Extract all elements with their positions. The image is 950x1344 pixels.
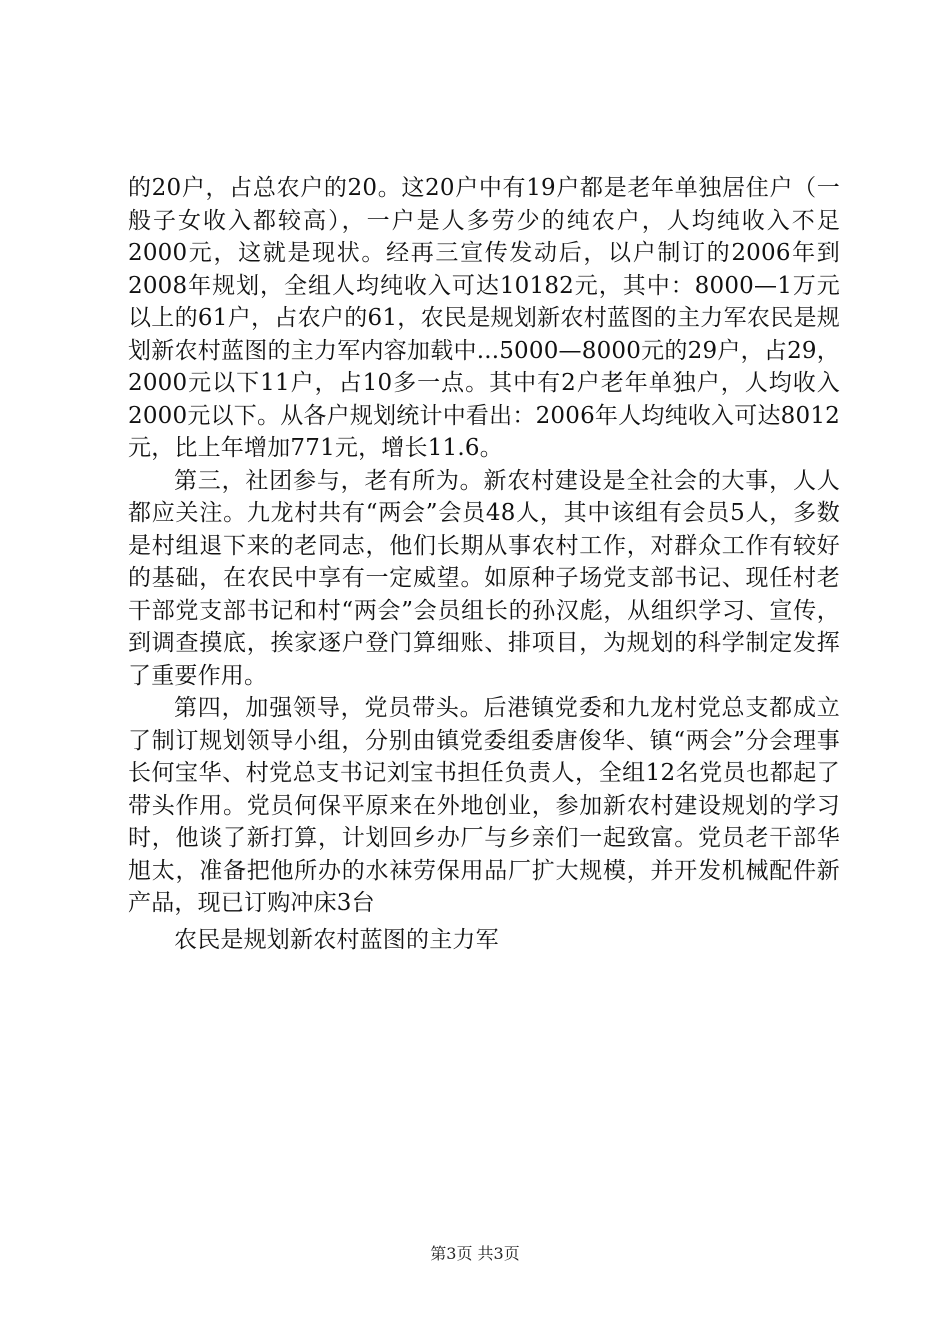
paragraph-continuation: 的20户，占总农户的20。这20户中有19户都是老年单独居住户（一般子女收入都较高），一户是人多劳少的纯农户，人均纯收入不足2000元，这就是现状。经再三宣传发动后，以户制订的2006年到2008年规划，全组人均纯收入可达10182元，其中：8000—1万元以上的61户，占农户的61，农民是规划新农村蓝图的主力军农民是规划新农村蓝图的主力军内容加载中...5000—8000元的29户，占29，2000元以下11户，占10多一点。其中有2户老年单独户，人均收入2000元以下。从各户规划统计中看出：2006年人均纯收入可达8012元，比上年增加771元，增长11.6。 bbox=[128, 175, 840, 461]
page-footer: 第3页 共3页 bbox=[430, 1244, 520, 1263]
paragraph-third-point: 第三，社团参与，老有所为。新农村建设是全社会的大事，人人都应关注。九龙村共有“两会”会员48人，其中该组有会员5人，多数是村组退下来的老同志，他们长期从事农村工作，对群众工作有较好的基础，在农民中享有一定威望。如原种子场党支部书记、现任村老干部党支部书记和村“两会”会员组长的孙汉彪，从组织学习、宣传，到调查摸底，挨家逐户登门算细账、排项目，为规划的科学制定发挥了重要作用。 bbox=[128, 467, 840, 689]
paragraph-fourth-point: 第四，加强领导，党员带头。后港镇党委和九龙村党总支都成立了制订规划领导小组，分别由镇党委组委唐俊华、镇“两会”分会理事长何宝华、村党总支书记刘宝书担任负责人，全组12名党员也都起了带头作用。党员何保平原来在外地创业，参加新农村建设规划的学习时，他谈了新打算，计划回乡办厂与乡亲们一起致富。党员老干部华旭太，准备把他所办的水袜劳保用品厂扩大规模，并开发机械配件新产品，现已订购冲床3台 bbox=[128, 695, 840, 916]
closing-line: 农民是规划新农村蓝图的主力军 bbox=[174, 926, 499, 953]
document-body bbox=[128, 172, 840, 956]
